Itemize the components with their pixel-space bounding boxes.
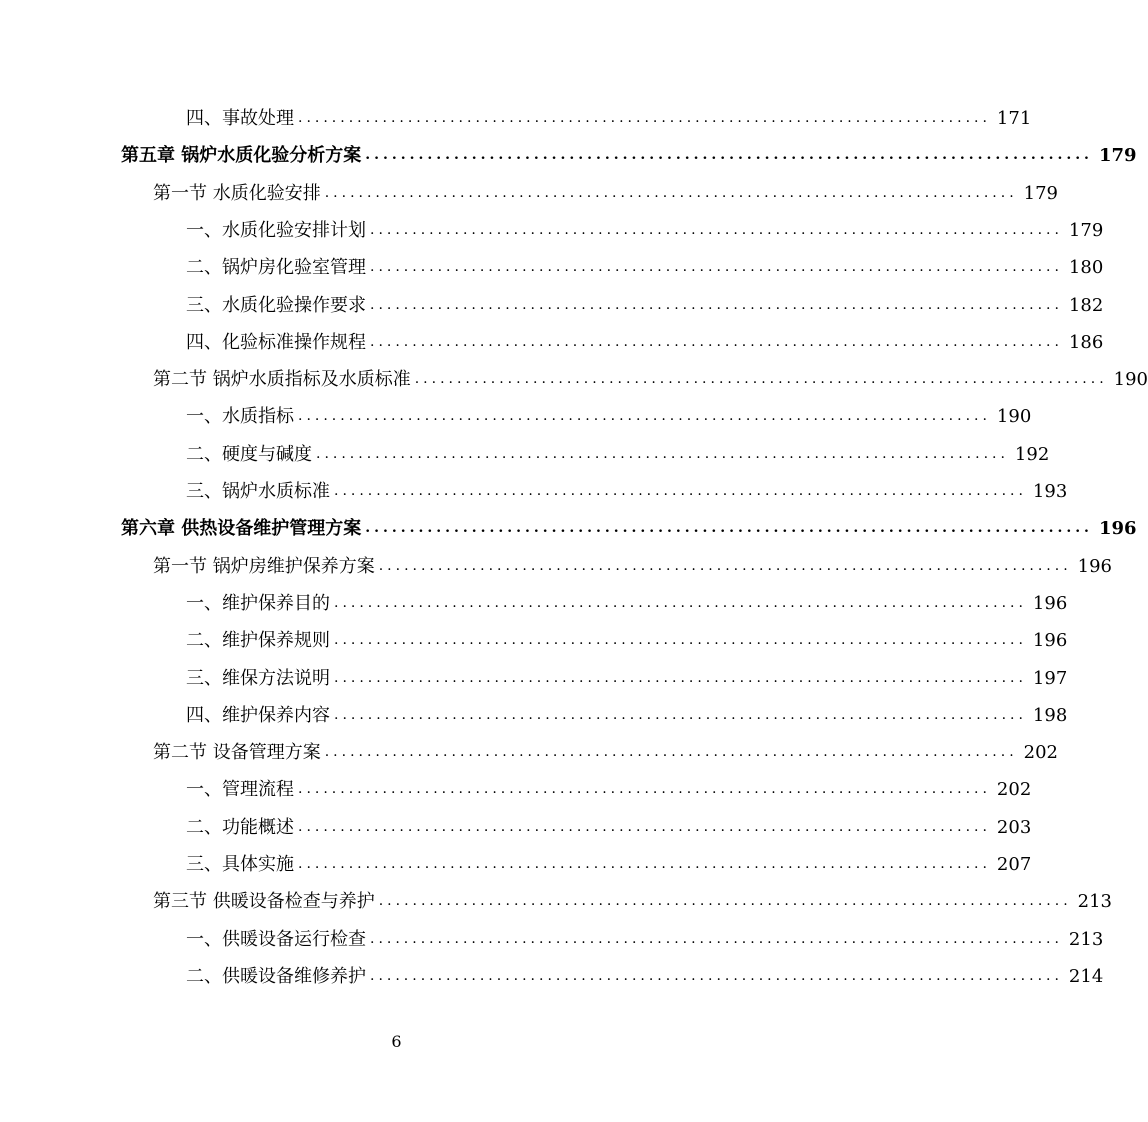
toc-entry-page: 213 — [1077, 891, 1113, 913]
toc-entry-page: 179 — [1068, 219, 1104, 241]
toc-entry-section[interactable] — [153, 734, 1059, 771]
toc-dot-leader: .................................................................................. — [334, 632, 1027, 649]
toc-entry[interactable] — [186, 585, 1068, 622]
toc-entry-title: 一、维护保养目的 — [186, 592, 330, 614]
toc-entry-chapter[interactable] — [121, 510, 1137, 547]
toc-entry-page: 203 — [996, 816, 1032, 838]
toc-entry-title: 第二节 锅炉水质指标及水质标准 — [153, 369, 411, 391]
toc-entry-page: 214 — [1068, 965, 1104, 987]
toc-entry-page: 180 — [1068, 257, 1104, 279]
toc-dot-leader: .................................................................................. — [378, 557, 1072, 574]
toc-entry-title: 第一节 锅炉房维护保养方案 — [153, 555, 375, 577]
toc-entry-page: 198 — [1032, 704, 1068, 726]
page-number: 6 — [391, 1032, 402, 1051]
toc-entry-page: 196 — [1032, 592, 1068, 614]
toc-dot-leader: .................................................................................. — [298, 408, 991, 425]
toc-entry-title: 第二节 设备管理方案 — [153, 742, 321, 764]
toc-entry-page: 202 — [1023, 742, 1059, 764]
toc-entry-page: 207 — [996, 854, 1032, 875]
toc-entry-title: 第五章 锅炉水质化验分析方案 — [121, 145, 362, 167]
toc-dot-leader: .................................................................................. — [316, 445, 1009, 462]
toc-entry-title: 三、水质化验操作要求 — [186, 294, 366, 316]
toc-dot-leader: .................................................................................. — [370, 930, 1063, 947]
toc-entry[interactable] — [186, 697, 1068, 734]
toc-entry[interactable] — [186, 436, 1050, 473]
toc-entry[interactable] — [186, 324, 1104, 361]
toc-entry-section[interactable] — [153, 548, 1113, 585]
toc-entry-title: 四、化验标准操作规程 — [186, 331, 366, 353]
toc-entry-title: 第一节 水质化验安排 — [153, 182, 321, 204]
toc-entry-title: 二、锅炉房化验室管理 — [186, 257, 366, 279]
toc-entry-section[interactable] — [153, 175, 1059, 212]
toc-dot-leader: .................................................................................. — [414, 371, 1108, 388]
toc-dot-leader: .................................................................................. — [370, 221, 1063, 238]
toc-entry-page: 192 — [1014, 443, 1050, 465]
toc-entry-page: 171 — [996, 108, 1032, 129]
toc-entry-title: 四、维护保养内容 — [186, 704, 330, 726]
toc-entry-chapter[interactable] — [121, 137, 1137, 174]
toc-entry-title: 二、功能概述 — [186, 816, 294, 838]
toc-dot-leader: .................................................................................. — [298, 856, 991, 872]
toc-entry[interactable] — [186, 473, 1068, 510]
toc-entry-page: 193 — [1032, 481, 1068, 502]
toc-dot-leader: .................................................................................. — [298, 818, 991, 835]
toc-entry[interactable] — [186, 660, 1068, 697]
toc-entry[interactable] — [186, 398, 1032, 435]
toc-entry-page: 186 — [1068, 331, 1104, 353]
toc-dot-leader: .................................................................................. — [370, 259, 1063, 276]
toc-entry[interactable] — [186, 100, 1032, 137]
toc-entry-title: 三、锅炉水质标准 — [186, 481, 330, 502]
toc-entry-page: 179 — [1098, 145, 1137, 167]
toc-entry[interactable] — [186, 771, 1032, 808]
toc-dot-leader: .................................................................................. — [298, 781, 991, 798]
toc-entry[interactable] — [186, 809, 1032, 846]
toc-dot-leader: .................................................................................. — [365, 147, 1093, 164]
toc-dot-leader: .................................................................................. — [378, 893, 1072, 910]
toc-entry-title: 三、维保方法说明 — [186, 667, 330, 689]
toc-entry-page: 213 — [1068, 928, 1104, 950]
toc-entry-title: 一、水质指标 — [186, 406, 294, 428]
toc-dot-leader: .................................................................................. — [298, 110, 991, 126]
toc-dot-leader: .................................................................................. — [365, 520, 1093, 537]
toc-entry-page: 182 — [1068, 294, 1104, 316]
toc-entry[interactable] — [186, 212, 1104, 249]
toc-dot-leader: .................................................................................. — [334, 706, 1027, 723]
toc-entry-title: 二、供暖设备维修养护 — [186, 965, 366, 987]
toc-entry-section[interactable] — [153, 361, 1148, 398]
toc-dot-leader: .................................................................................. — [334, 483, 1027, 499]
toc-dot-leader: .................................................................................. — [334, 669, 1027, 686]
toc-entry[interactable] — [186, 846, 1032, 883]
toc-dot-leader: .................................................................................. — [334, 594, 1027, 611]
toc-entry-title: 四、事故处理 — [186, 108, 294, 129]
toc-entry[interactable] — [186, 249, 1104, 286]
toc-entry-page: 190 — [1113, 369, 1148, 391]
toc-entry[interactable] — [186, 921, 1104, 958]
toc-entry-title: 一、水质化验安排计划 — [186, 219, 366, 241]
toc-entry-page: 196 — [1098, 518, 1137, 540]
toc-dot-leader: .................................................................................. — [324, 744, 1018, 761]
toc-dot-leader: .................................................................................. — [370, 967, 1063, 984]
toc-entry[interactable] — [186, 287, 1104, 324]
toc-entry-page: 196 — [1032, 630, 1068, 652]
toc-entry-section[interactable] — [153, 883, 1113, 920]
toc-entry-title: 一、管理流程 — [186, 779, 294, 801]
toc-entry-title: 二、硬度与碱度 — [186, 443, 312, 465]
toc-entry-title: 三、具体实施 — [186, 854, 294, 875]
toc-entry-title: 一、供暖设备运行检查 — [186, 928, 366, 950]
toc-entry-title: 第三节 供暖设备检查与养护 — [153, 891, 375, 913]
toc-entry-page: 196 — [1077, 555, 1113, 577]
toc-entry-page: 197 — [1032, 667, 1068, 689]
toc-entry-title: 二、维护保养规则 — [186, 630, 330, 652]
toc-entry-page: 179 — [1023, 182, 1059, 204]
toc-entry[interactable] — [186, 958, 1104, 995]
toc-entry-title: 第六章 供热设备维护管理方案 — [121, 518, 362, 540]
toc-dot-leader: .................................................................................. — [370, 333, 1063, 350]
toc-entry[interactable] — [186, 622, 1068, 659]
toc-entry-page: 202 — [996, 779, 1032, 801]
toc-dot-leader: .................................................................................. — [324, 184, 1018, 201]
toc-entry-page: 190 — [996, 406, 1032, 428]
toc-dot-leader: .................................................................................. — [370, 296, 1063, 313]
